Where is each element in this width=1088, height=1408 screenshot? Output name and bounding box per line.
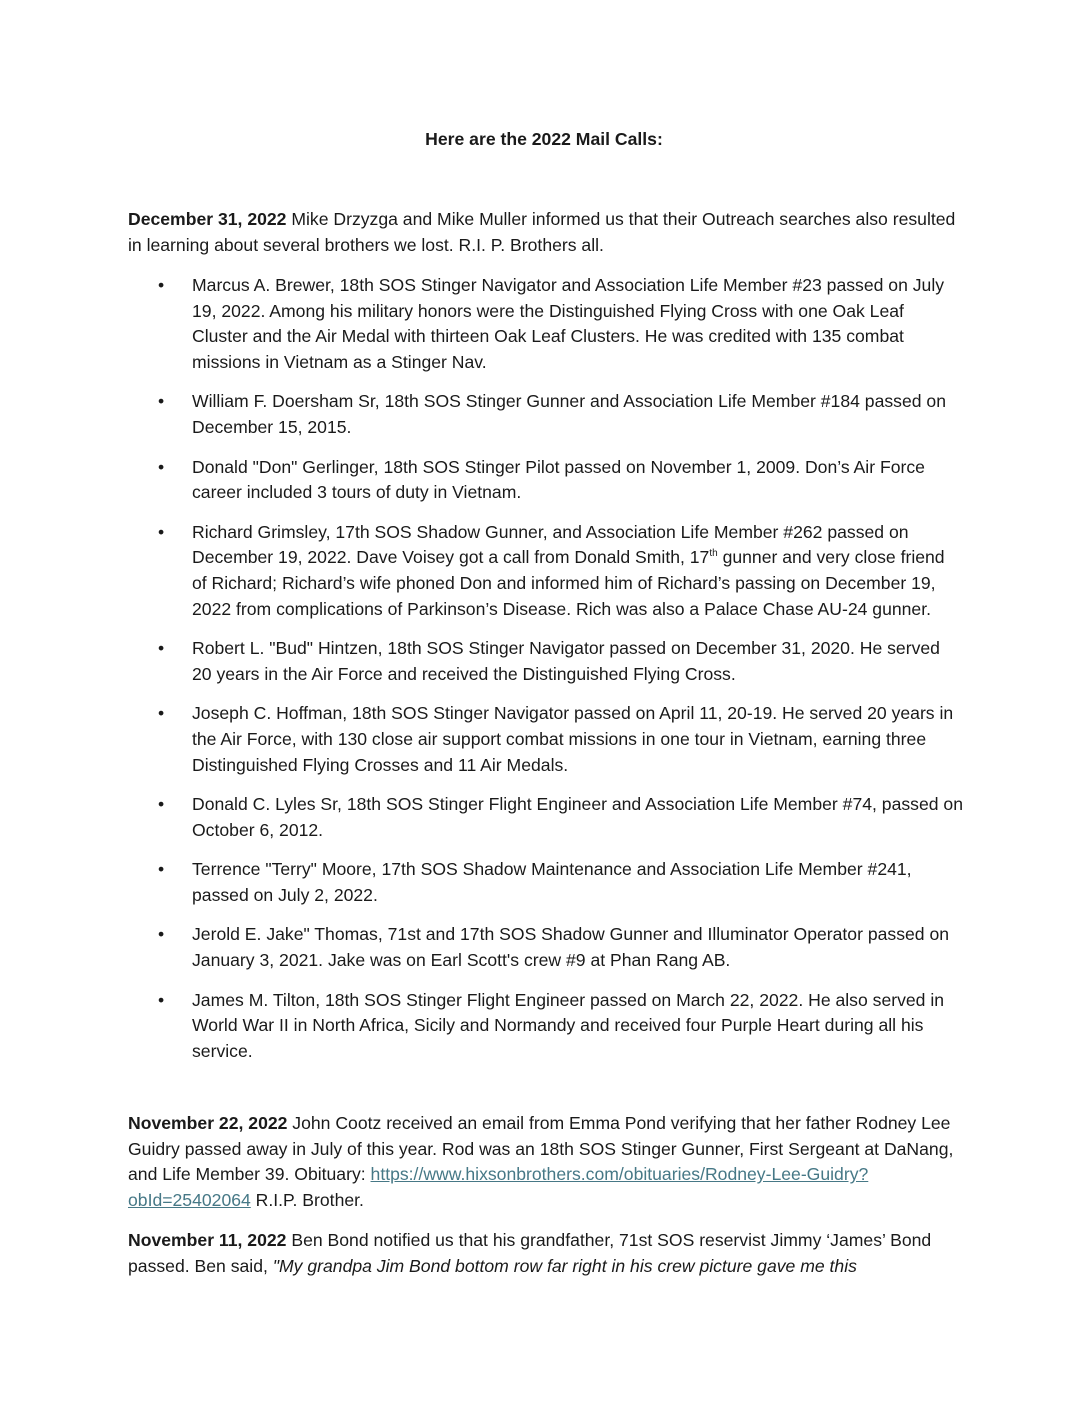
page-title: Here are the 2022 Mail Calls:: [425, 129, 663, 149]
mail-call-entry: [128, 1228, 964, 1279]
list-item: • Joseph C. Hoffman, 18th SOS Stinger Navigator passed on April 11, 20-19. He served 20 years in the Air Force, with 130 close air support combat missions in one tour in Vietnam, earning three Distinguished Flying Crosses and 11 Air Medals.: [128, 701, 964, 778]
entry-date: November 11, 2022: [128, 1230, 287, 1250]
list-item: • Donald "Don" Gerlinger, 18th SOS Stinger Pilot passed on November 1, 2009. Don’s Air Force career included 3 tours of duty in Vietnam.: [128, 455, 964, 506]
list-item-text: Richard Grimsley, 17th SOS Shadow Gunner, and Association Life Member #262 passed on December 19, 2022. Dave Voisey got a call from Donald Smith, 17: [192, 521, 909, 568]
entry-date: December 31, 2022: [128, 209, 287, 229]
entry-text-after: R.I.P. Brother.: [250, 1189, 364, 1210]
entry-date: November 22, 2022: [128, 1113, 288, 1133]
list-item: • James M. Tilton, 18th SOS Stinger Flight Engineer passed on March 22, 2022. He also served in World War II in North Africa, Sicily and Normandy and received four Purple Heart during all his service.: [128, 988, 964, 1065]
superscript: th: [709, 548, 718, 560]
list-item: • Terrence "Terry" Moore, 17th SOS Shadow Maintenance and Association Life Member #241, passed on July 2, 2022.: [128, 857, 964, 908]
list-item: • Marcus A. Brewer, 18th SOS Stinger Navigator and Association Life Member #23 passed on July 19, 2022. Among his military honors were the Distinguished Flying Cross with one Oak Leaf Cluster and the Air Medal with thirteen Oak Leaf Clusters. He was credited with 135 combat missions in Vietnam as a Stinger Nav.: [128, 273, 964, 375]
list-item: [128, 520, 964, 622]
mail-call-entry: [128, 207, 964, 258]
obituary-link[interactable]: https://www.hixsonbrothers.com/obituaries/Rodney-Lee-Guidry?obId=25402064: [128, 1164, 869, 1210]
entry-text: John Cootz received an email from Emma Pond verifying that her father Rodney Lee Guidry passed away in July of this year. Rod was an 18th SOS Stinger Gunner, First Sergeant at DaNang, and Life Member 39. Obituary:: [128, 1113, 954, 1185]
list-item: • Jerold E. Jake" Thomas, 71st and 17th SOS Shadow Gunner and Illuminator Operator passed on January 3, 2021. Jake was on Earl Scott's crew #9 at Phan Rang AB.: [128, 922, 964, 973]
entry-text: Ben Bond notified us that his grandfather, 71st SOS reservist Jimmy ‘James’ Bond passed. Ben said,: [128, 1230, 932, 1276]
entry-quote: "My grandpa Jim Bond bottom row far right in his crew picture gave me this: [272, 1255, 857, 1276]
memorial-list: [128, 273, 964, 1078]
mail-call-entry: [128, 1111, 964, 1213]
list-item: • Donald C. Lyles Sr, 18th SOS Stinger Flight Engineer and Association Life Member #74, passed on October 6, 2012.: [128, 792, 964, 843]
list-item: • William F. Doersham Sr, 18th SOS Stinger Gunner and Association Life Member #184 passed on December 15, 2015.: [128, 389, 964, 440]
entry-text: Mike Drzyzga and Mike Muller informed us that their Outreach searches also resulted in learning about several brothers we lost. R.I. P. Brothers all.: [128, 209, 956, 255]
list-item: • Robert L. "Bud" Hintzen, 18th SOS Stinger Navigator passed on December 31, 2020. He served 20 years in the Air Force and received the Distinguished Flying Cross.: [128, 636, 964, 687]
list-item-text-continued: gunner and very close friend of Richard; Richard’s wife phoned Don and informed him of Richard’s passing on December 19, 2022 from complications of Parkinson’s Disease. Rich was also a Palace Chase AU-24 gunner.: [192, 547, 945, 619]
